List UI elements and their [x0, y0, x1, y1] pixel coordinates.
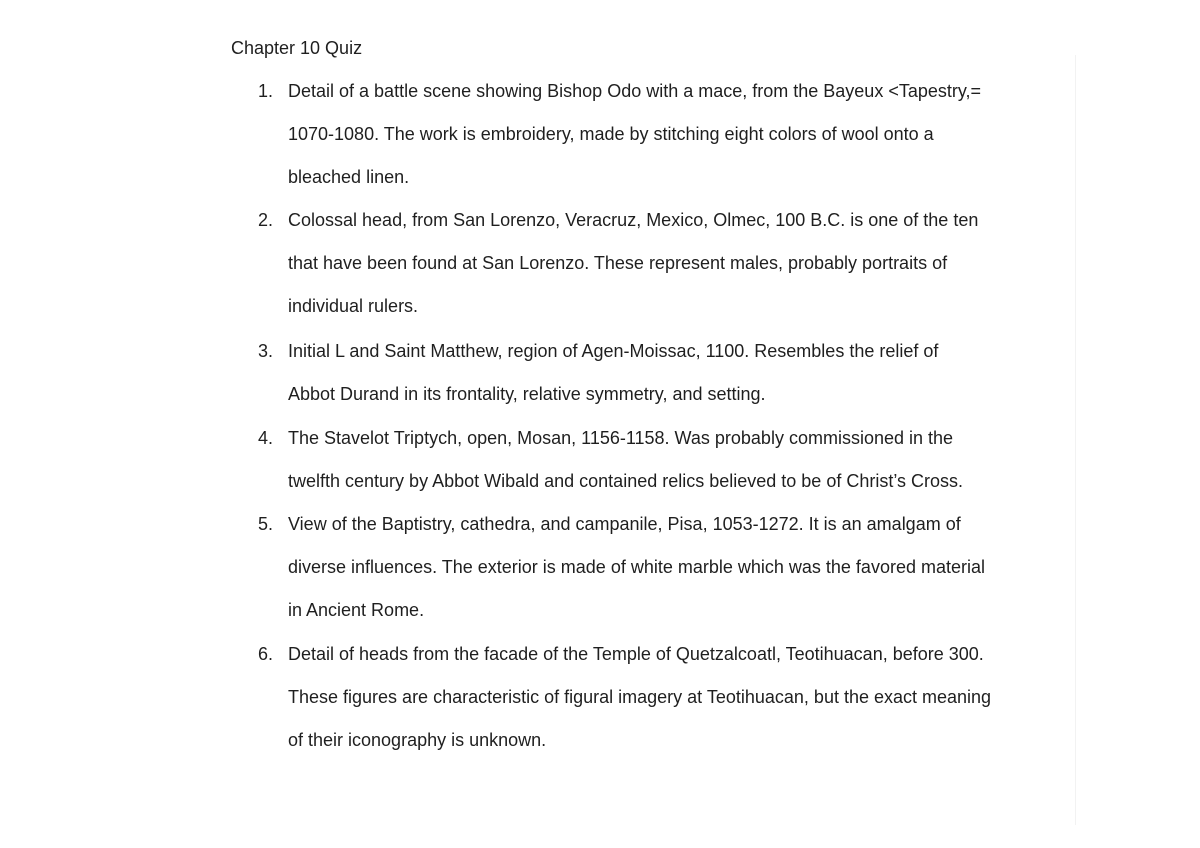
item-text-line: Colossal head, from San Lorenzo, Veracruz, Mexico, Olmec, 100 B.C. is one of the ten [288, 210, 979, 230]
item-text-line: Initial L and Saint Matthew, region of Agen-Moissac, 1100. Resembles the relief of [288, 341, 939, 361]
item-text-line: Abbot Durand in its frontality, relative symmetry, and setting. [288, 384, 766, 404]
item-text-line: These figures are characteristic of figural imagery at Teotihuacan, but the exact meaning [288, 687, 992, 707]
item-text-line: Detail of heads from the facade of the Temple of Quetzalcoatl, Teotihuacan, before 300. [288, 644, 984, 664]
document-title: Chapter 10 Quiz [231, 38, 363, 58]
item-number: 4. [258, 428, 274, 448]
page-edge-divider [1075, 55, 1076, 825]
item-number: 3. [258, 341, 274, 361]
item-text-line: diverse influences. The exterior is made of white marble which was the favored material [288, 557, 985, 577]
item-text-line: in Ancient Rome. [288, 600, 425, 620]
item-text-line: 1070-1080. The work is embroidery, made by stitching eight colors of wool onto a [288, 124, 934, 144]
item-text-line: of their iconography is unknown. [288, 730, 547, 750]
item-text-line: bleached linen. [288, 167, 410, 187]
item-text-line: individual rulers. [288, 296, 419, 316]
item-text-line: twelfth century by Abbot Wibald and contained relics believed to be of Christ’s Cross. [288, 471, 964, 491]
item-text-line: The Stavelot Triptych, open, Mosan, 1156-1158. Was probably commissioned in the [288, 428, 954, 448]
item-number: 5. [258, 514, 274, 534]
item-number: 6. [258, 644, 274, 664]
item-text-line: View of the Baptistry, cathedra, and campanile, Pisa, 1053-1272. It is an amalgam of [288, 514, 961, 534]
item-text-line: that have been found at San Lorenzo. These represent males, probably portraits of [288, 253, 948, 273]
item-number: 1. [258, 81, 274, 101]
item-text-line: Detail of a battle scene showing Bishop Odo with a mace, from the Bayeux <Tapestry,= [288, 81, 982, 101]
item-number: 2. [258, 210, 274, 230]
